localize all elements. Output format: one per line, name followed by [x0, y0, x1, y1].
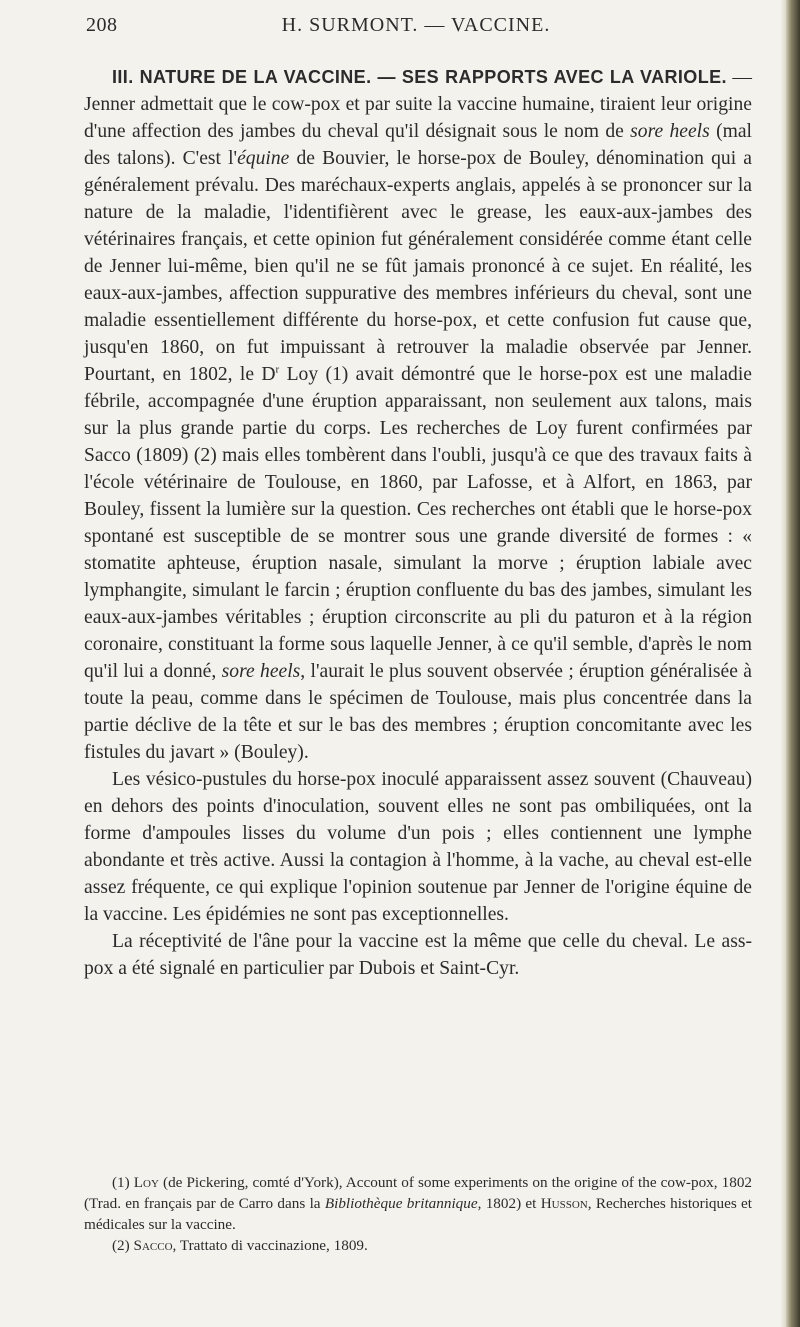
term-equine: équine [237, 148, 290, 169]
text-run: Loy (1) avait démontré que le horse-pox est une maladie fébrile, accompagnée d'une éruption apparaissant, non seulement aux talons, mais sur la plus grande partie du corps. Les recherches de Loy furent confirmées par Sacco (1809) (2) mais elles tombèrent dans l'oubli, jusqu'à ce que des travaux faits à l'école vétérinaire de Toulouse, en 1860, par Lafosse, et à Alfort, en 1863, par Bouley, fissent la lumière sur la question. Ces recherches ont établi que le horse-pox spontané est susceptible de se montrer sous une grande diversité de formes : « stomatite aphteuse, éruption nasale, simulant la morve ; éruption labiale avec lymphangite, simulant le farcin ; éruption confluente du bas des jambes, simulant les eaux-aux-jambes véritables ; éruption circonscrite au pli du paturon et à la région coronaire, constituant la forme sous laquelle Jenner, à ce qu'il semble, d'après le nom qu'il lui a donné, [84, 364, 752, 682]
text-run: de Bouvier, le horse-pox de Bouley, dénomination qui a généralement prévalu. Des maréchaux-experts anglais, appelés à se prononcer sur la nature de la maladie, l'identifièrent avec le grease, les eaux-aux-jambes des vétérinaires français, et cette opinion fut généralement considérée comme étant celle de Jenner lui-même, bien qu'il ne se fût jamais prononcé à ce sujet. En réalité, les eaux-aux-jambes, affection suppurative des membres inférieurs du cheval, sont une maladie essentiellement différente du horse-pox, et cette confusion fut cause que, jusqu'en 1860, on fut impuissant à retrouver la maladie observée par Jenner. Pourtant, en 1802, le D [84, 148, 752, 385]
book-spine-edge [786, 0, 800, 1327]
page-number: 208 [86, 14, 118, 36]
footnote-marker: (2) [112, 1237, 130, 1254]
footnote-marker: (1) [112, 1174, 130, 1191]
text-run: Jenner admettait que le cow-pox et par suite la vaccine humaine, tiraient leur origine d'une affection des jambes du cheval qu'il désignait sous le nom de [84, 94, 752, 142]
footnotes [84, 1172, 752, 1256]
text-run: (mal des talons). C'est l' [84, 121, 752, 169]
journal-title: Bibliothèque britannique [324, 1195, 478, 1212]
running-head [86, 14, 746, 46]
text-run: , l'aurait le plus souvent observée ; éruption généralisée à toute la peau, comme dans le spécimen de Toulouse, mais plus concentrée dans la partie déclive de la tête et sur le bas des membres ; éruption concomitante avec les fistules du javart » (Bouley). [84, 661, 752, 763]
text-run: , Trattato di vaccinazione, 1809. [172, 1237, 368, 1254]
footnote-2 [84, 1235, 752, 1256]
paragraph-2: Les vésico-pustules du horse-pox inoculé apparaissent assez souvent (Chauveau) en dehors des points d'inoculation, souvent elles ne sont pas ombiliquées, ont la forme d'ampoules lisses du volume d'un pois ; elles contiennent une lymphe abondante et très active. Aussi la contagion à l'homme, à la vache, au cheval est-elle assez fréquente, ce qui explique l'opinion soutenue par Jenner de l'origine équine de la vaccine. Les épidémies ne sont pas exceptionnelles. [84, 769, 752, 925]
author-name: Sacco [133, 1237, 173, 1254]
section-heading: III. NATURE DE LA VACCINE. — SES RAPPORTS AVEC LA VARIOLE. [112, 67, 727, 87]
author-name: Husson [540, 1195, 588, 1212]
text-run: , Recherches historiques et médicales sur la vaccine. [84, 1195, 753, 1233]
text-run: (de Pickering, comté d'York), Account of some experiments on the origine of the cow-pox, 1802 (Trad. en français par de Carro dans la [84, 1174, 753, 1212]
author-name: Loy [133, 1174, 159, 1191]
main-text [84, 64, 752, 982]
superscript: r [275, 363, 280, 376]
term-sore-heels: sore heels [630, 121, 710, 142]
running-title: H. SURMONT. — VACCINE. [281, 14, 551, 36]
footnote-1 [84, 1172, 752, 1235]
paragraph-1: III. NATURE DE LA VACCINE. — SES RAPPORTS AVEC LA VARIOLE. — Jenner admettait que le cow-pox et par suite la vaccine humaine, tiraient leur origine d'une affection des jambes du cheval qu'il désignait sous le nom de sore heels (mal des talons). C'est l'équine de Bouvier, le horse-pox de Bouley, dénomination qui a généralement prévalu. Des maréchaux-experts anglais, appelés à se prononcer sur la nature de la maladie, l'identifièrent avec le grease, les eaux-aux-jambes des vétérinaires français, et cette opinion fut généralement considérée comme étant celle de Jenner lui-même, bien qu'il ne se fût jamais prononcé à ce sujet. En réalité, les eaux-aux-jambes, affection suppurative des membres inférieurs du cheval, sont une maladie essentiellement différente du horse-pox, et cette confusion fut cause que, jusqu'en 1860, on fut impuissant à retrouver la maladie observée par Jenner. Pourtant, en 1802, le $D^r$ Loy (1) avait démontré que le horse-pox est une maladie fébrile, accompagnée d'une éruption apparaissant, non seulement aux talons, mais sur la plus grande partie du corps. Les recherches de Loy furent confirmées par Sacco (1809) (2) mais elles tombèrent dans l'oubli, jusqu'à ce que des travaux faits à l'école vétérinaire de Toulouse, en 1860, par Lafosse, et à Alfort, en 1863, par Bouley, fissent la lumière sur la question. Ces recherches ont établi que le horse-pox spontané est susceptible de se montrer sous une grande diversité de formes : « stomatite aphteuse, éruption nasale, simulant la morve ; éruption labiale avec lymphangite, simulant le farcin ; éruption confluente du bas des jambes, simulant les eaux-aux-jambes véritables ; éruption circonscrite au pli du paturon et à la région coronaire, constituant la forme sous laquelle Jenner, à ce qu'il semble, d'après le nom qu'il lui a donné, sore heels, l'aurait le plus souvent observée ; éruption généralisée à toute la peau, comme dans le spécimen de Toulouse, mais plus concentrée dans la partie déclive de la tête et sur le bas des membres ; éruption concomitante avec les fistules du javart » (Bouley). [84, 67, 752, 763]
term-sore-heels-2: sore heels [221, 661, 301, 682]
paragraph-3: La réceptivité de l'âne pour la vaccine est la même que celle du cheval. Le ass-pox a été signalé en particulier par Dubois et Saint-Cyr. [84, 931, 752, 979]
text-run: , 1802) et [477, 1195, 537, 1212]
